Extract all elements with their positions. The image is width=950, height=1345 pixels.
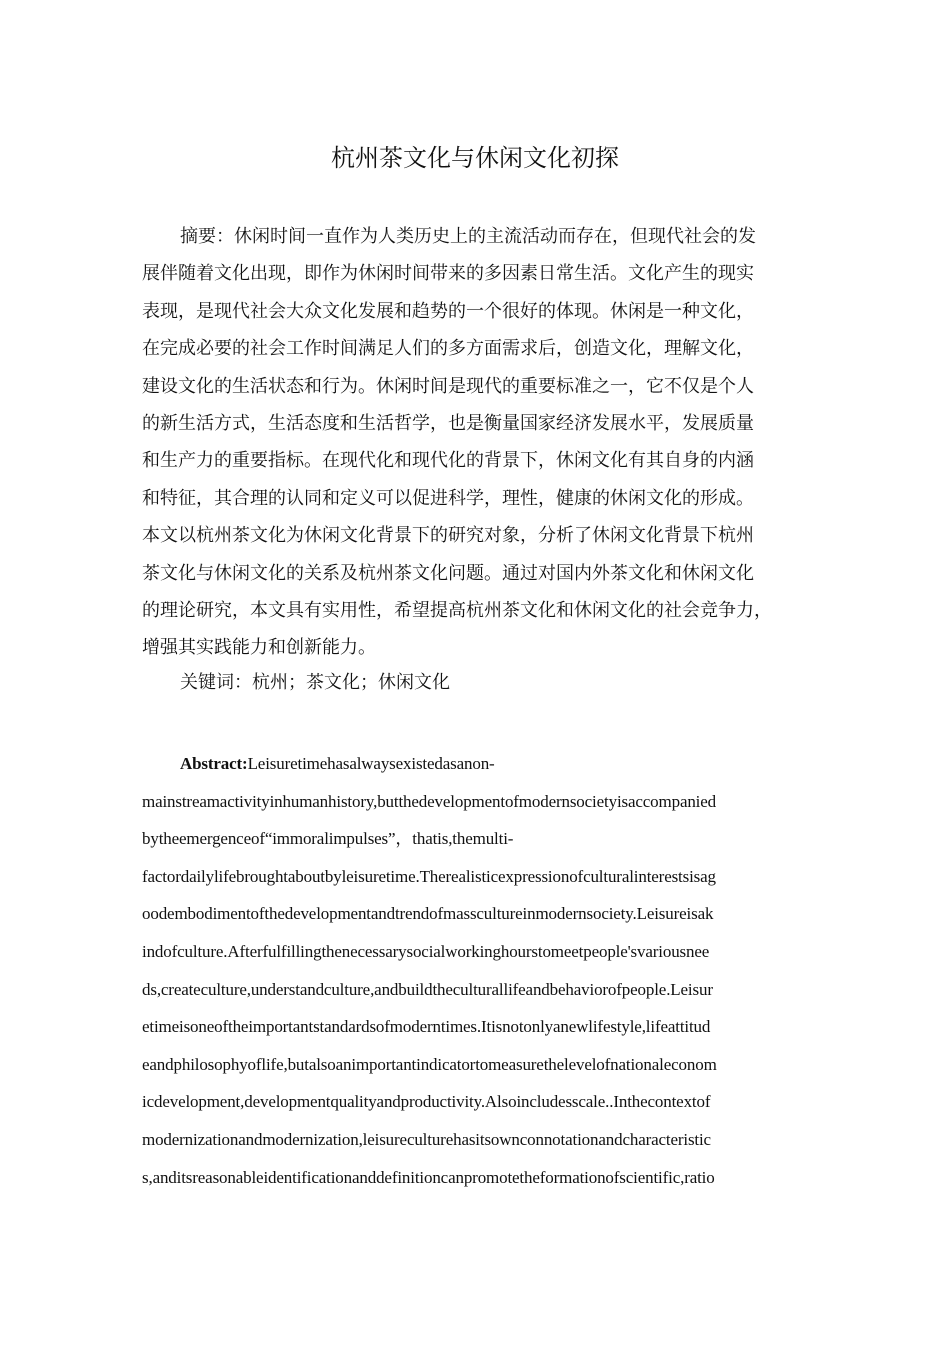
abstract-cn-line: 的理论研究，本文具有实用性，希望提高杭州茶文化和休闲文化的社会竞争力， [142, 599, 772, 621]
abstract-en-line: eandphilosophyoflife,butalsoanimportantindicatortomeasurethelevelofnationaleconom [142, 1054, 717, 1074]
abstract-cn-line: 和特征，其合理的认同和定义可以促进科学，理性，健康的休闲文化的形成。 [142, 487, 754, 509]
abstract-en-line: modernizationandmodernization,leisureculturehasitsownconnotationandcharacteristic [142, 1129, 711, 1149]
abstract-en-line: indofculture.Afterfulfillingthenecessarysocialworkinghourstomeetpeople'svariousnee [142, 941, 710, 961]
abstract-cn-line: 展伴随着文化出现，即作为休闲时间带来的多因素日常生活。文化产生的现实 [142, 263, 754, 285]
abstract-en-line: factordailylifebroughtaboutbyleisuretime.Therealisticexpressionofculturalinterestsisag [142, 866, 716, 886]
abstract-en-line: bytheemergenceof“immoralimpulses”，thatis,themulti- [142, 829, 514, 849]
abstract-en-line: ds,createculture,understandculture,andbuildtheculturallifeandbehaviorofpeople.Leisur [142, 979, 713, 999]
abstract-en-first-line [142, 745, 808, 783]
abstract-cn-line: 的新生活方式，生活态度和生活哲学，也是衡量国家经济发展水平，发展质量 [142, 412, 754, 434]
abstract-en-first-text: Leisuretimehasalwaysexistedasanon- [247, 754, 495, 773]
abstract-cn-line: 茶文化与休闲文化的关系及杭州茶文化问题。通过对国内外茶文化和休闲文化 [142, 562, 754, 584]
abstract-cn-line: 和生产力的重要指标。在现代化和现代化的背景下，休闲文化有其自身的内涵 [142, 450, 754, 472]
abstract-cn-line: 表现，是现代社会大众文化发展和趋势的一个很好的体现。休闲是一种文化， [142, 300, 754, 322]
abstract-en-line: etimeisoneoftheimportantstandardsofmoderntimes.Itisnotonlyanewlifestyle,lifeattitud [142, 1017, 711, 1037]
abstract-en-line: icdevelopment,developmentqualityandproductivity.Alsoincludesscale..Inthecontextof [142, 1092, 711, 1112]
abstract-en [142, 745, 808, 1196]
abstract-en-label: Abstract: [180, 754, 248, 773]
abstract-cn-line: 本文以杭州茶文化为休闲文化背景下的研究对象，分析了休闲文化背景下杭州 [142, 525, 754, 547]
abstract-cn [142, 218, 808, 667]
abstract-en-line: oodembodimentofthedevelopmentandtrendofmassculturеinmodernsociety.Leisureisak [142, 904, 714, 924]
keywords-cn: 关键词：杭州；茶文化；休闲文化 [180, 672, 450, 693]
abstract-en-line: mainstreamactivityinhumanhistory,butthedevelopmentofmodernsocietyisaccompanied [142, 791, 717, 811]
abstract-cn-line: 建设文化的生活状态和行为。休闲时间是现代的重要标准之一，它不仅是个人 [142, 375, 754, 397]
abstract-cn-line: 增强其实践能力和创新能力。 [142, 637, 376, 659]
abstract-en-line: s,anditsreasonableidentificationanddefinitioncanpromotetheformationofscientific,ratio [142, 1167, 715, 1187]
page-title: 杭州茶文化与休闲文化初探 [331, 144, 619, 172]
abstract-cn-line: 在完成必要的社会工作时间满足人们的多方面需求后，创造文化，理解文化， [142, 338, 754, 360]
abstract-cn-line: 摘要：休闲时间一直作为人类历史上的主流活动而存在，但现代社会的发 [180, 226, 756, 247]
